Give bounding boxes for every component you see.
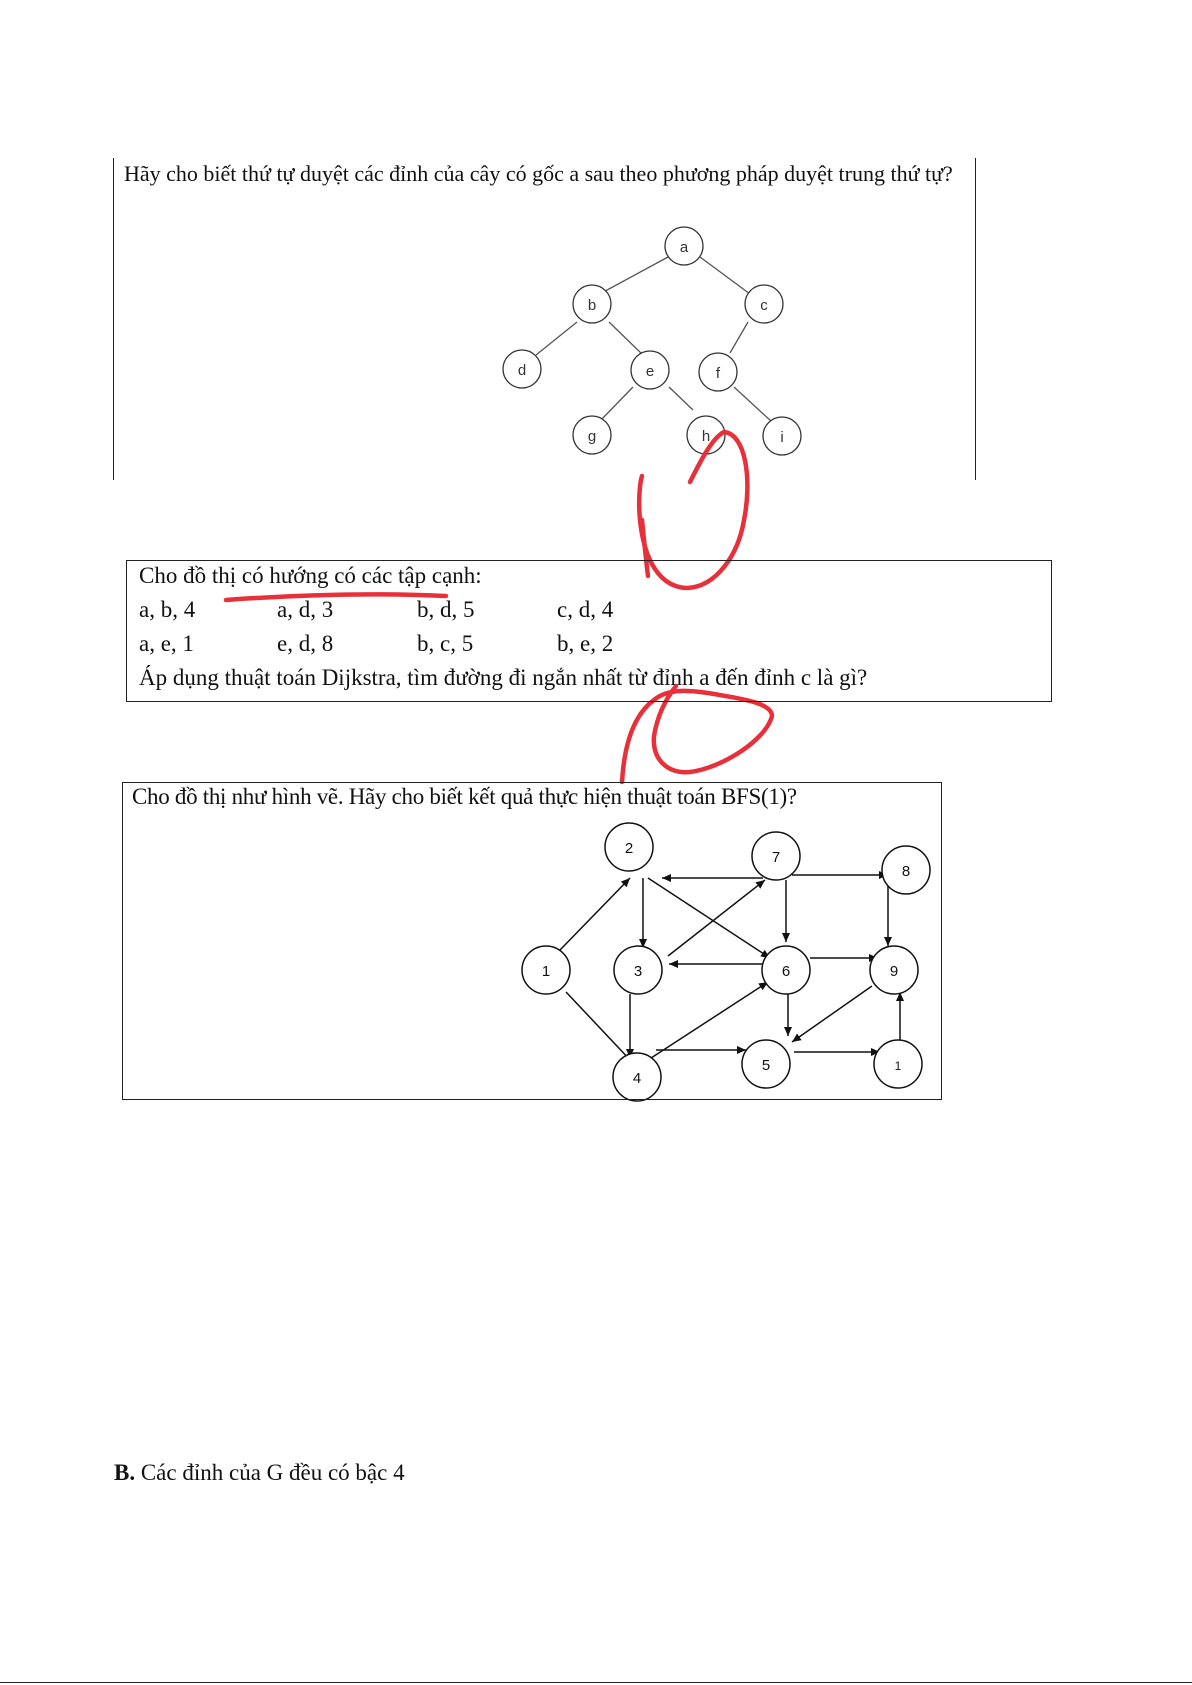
tree-edge [596, 257, 668, 296]
tree-edge [730, 322, 748, 353]
edge-cell: b, d, 5 [417, 597, 475, 622]
question2-box [126, 560, 1052, 702]
svg-text:f: f [715, 365, 721, 382]
tree-edge [536, 322, 577, 355]
tree-nodes [503, 227, 801, 455]
svg-text:5: 5 [761, 1057, 771, 1074]
tree-node-f [699, 353, 737, 391]
tree-edge [601, 387, 633, 420]
edge-cell: c, d, 4 [557, 597, 614, 622]
answer-text: Các đỉnh của G đều có bậc 4 [135, 1460, 405, 1485]
svg-text:i: i [780, 429, 784, 446]
question2-question: Áp dụng thuật toán Dijkstra, tìm đường đi ngắn nhất từ đỉnh a đến đỉnh c là gì? [139, 665, 868, 690]
svg-text:h: h [701, 428, 711, 445]
tree-edge [734, 387, 772, 422]
svg-text:2: 2 [624, 840, 634, 857]
tree-node-i [763, 417, 801, 455]
svg-text:d: d [517, 362, 527, 379]
edge-cell: b, e, 2 [557, 631, 614, 656]
tree-edges [536, 257, 772, 422]
question3-box [122, 782, 942, 1100]
svg-text:6: 6 [781, 963, 791, 980]
question1-text: Hãy cho biết thứ tự duyệt các đỉnh của cây có gốc a sau theo phương pháp duyệt trung thứ tự? [124, 161, 953, 186]
svg-text:c: c [760, 297, 768, 314]
svg-text:a: a [679, 239, 689, 256]
svg-text:1: 1 [894, 1059, 902, 1073]
answer-line [114, 1460, 405, 1486]
tree-edge [669, 387, 693, 410]
answer-label: B. [114, 1460, 136, 1485]
tree-node-d [503, 350, 541, 388]
tree-edge [700, 257, 750, 294]
question3-text: Cho đồ thị như hình vẽ. Hãy cho biết kết quả thực hiện thuật toán BFS(1)? [132, 784, 797, 809]
tree-edge [609, 322, 643, 355]
svg-text:4: 4 [632, 1070, 642, 1087]
svg-text:8: 8 [901, 863, 911, 880]
tree-node-g [573, 416, 611, 454]
svg-text:g: g [587, 428, 597, 445]
edge-cell: e, d, 8 [277, 631, 334, 656]
edge-cell: a, b, 4 [139, 597, 196, 622]
svg-text:b: b [587, 297, 597, 314]
svg-text:3: 3 [633, 963, 643, 980]
svg-text:9: 9 [889, 963, 899, 980]
footer-divider [0, 1682, 1192, 1683]
edge-cell: a, e, 1 [139, 631, 194, 656]
tree-node-c [745, 285, 783, 323]
svg-text:1: 1 [541, 963, 551, 980]
svg-text:7: 7 [771, 849, 781, 866]
edge-cell: a, d, 3 [277, 597, 334, 622]
tree-node-e [631, 351, 669, 389]
tree-node-b [573, 285, 611, 323]
edge-cell: b, c, 5 [417, 631, 474, 656]
question2-title: Cho đồ thị có hướng có các tập cạnh: [139, 563, 482, 588]
svg-text:e: e [645, 363, 655, 380]
tree-node-a [665, 227, 703, 265]
